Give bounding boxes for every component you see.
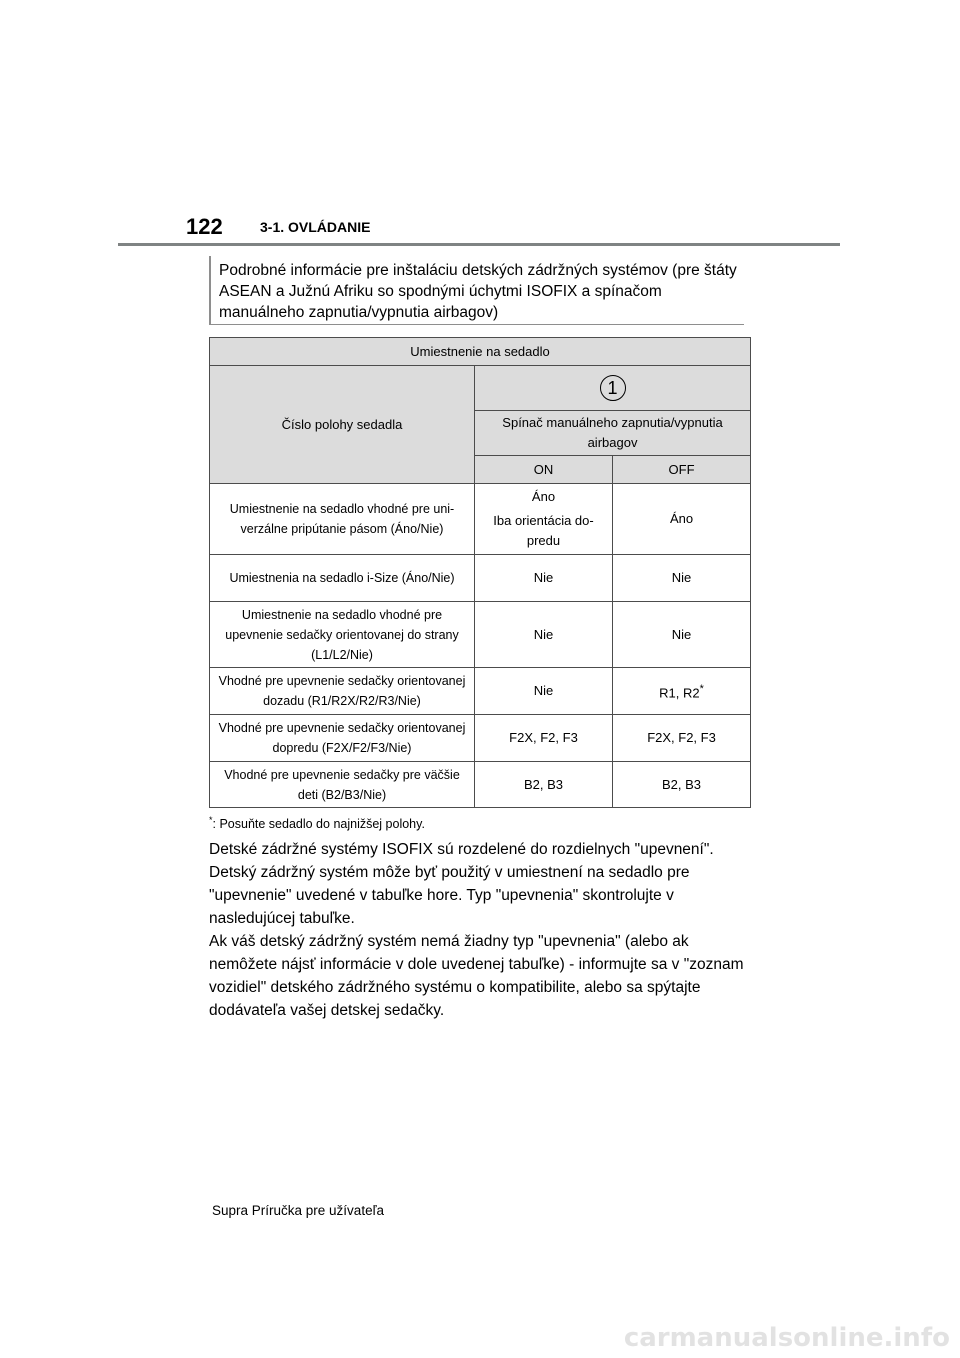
footnote bbox=[209, 812, 425, 832]
table-row bbox=[210, 715, 751, 762]
row-label: Umiestnenia na sedadlo i-Size (Áno/Nie) bbox=[210, 555, 475, 602]
cell-on: B2, B3 bbox=[475, 762, 613, 808]
cell-off bbox=[613, 668, 751, 715]
watermark: carmanualsonline.info bbox=[623, 1323, 950, 1353]
table-row bbox=[210, 762, 751, 808]
cell-on: Nie bbox=[475, 555, 613, 602]
page-footer: Supra Príručka pre užívateľa bbox=[212, 1203, 385, 1218]
cell-off: Nie bbox=[613, 602, 751, 668]
cell-on: Nie bbox=[475, 602, 613, 668]
table-row bbox=[210, 484, 751, 555]
row-label: Umiestnenie na sedadlo vhodné pre upevnenie sedačky orientovanej do strany (L1/L2/Nie) bbox=[210, 602, 475, 668]
body-text bbox=[209, 838, 749, 1022]
seat-number-circle: 1 bbox=[600, 375, 626, 401]
table-header-placement: Umiestnenie na sedadlo bbox=[210, 338, 751, 366]
cell-off: F2X, F2, F3 bbox=[613, 715, 751, 762]
cell-on bbox=[475, 484, 613, 555]
cell-on-note: Iba orientácia do-predu bbox=[493, 513, 594, 548]
seat-number-cell bbox=[475, 366, 751, 411]
column-off: OFF bbox=[613, 456, 751, 484]
seat-position-label: Číslo polohy sedadla bbox=[210, 366, 475, 484]
table-row bbox=[210, 602, 751, 668]
cell-off-value: R1, R2 bbox=[659, 685, 700, 701]
column-on: ON bbox=[475, 456, 613, 484]
row-label: Vhodné pre upevnenie sedačky pre väčšie deti (B2/B3/Nie) bbox=[210, 762, 475, 808]
info-box: Podrobné informácie pre inštaláciu detských zádržných systémov (pre štáty ASEAN a Južnú Afriku so spodnými úchytmi ISOFIX a spínačom manuálneho zapnutia/vypnutia airbagov) bbox=[209, 256, 744, 325]
cell-off: B2, B3 bbox=[613, 762, 751, 808]
cell-on-value: Áno bbox=[531, 489, 556, 504]
row-label: Umiestnenie na sedadlo vhodné pre uni-verzálne pripútanie pásom (Áno/Nie) bbox=[210, 484, 475, 555]
page-number: 122 bbox=[186, 214, 223, 239]
cell-on: F2X, F2, F3 bbox=[475, 715, 613, 762]
table-row bbox=[210, 555, 751, 602]
section-title: 3-1. OVLÁDANIE bbox=[260, 219, 371, 235]
body-paragraph: Ak váš detský zádržný systém nemá žiadny typ "upevnenia" (alebo ak nemôžete nájsť informácie v dole uvedenej tabuľke) - informujte sa v "zoznam vozidiel" detského zádržného systému o kompatibilite, alebo sa spýtajte dodávateľa vašej detskej sedačky. bbox=[209, 933, 744, 1019]
row-label: Vhodné pre upevnenie sedačky orientovanej dozadu (R1/R2X/R2/R3/Nie) bbox=[210, 668, 475, 715]
footnote-mark: * bbox=[699, 682, 704, 695]
body-paragraph: Detské zádržné systémy ISOFIX sú rozdelené do rozdielnych "upevnení". Detský zádržný systém môže byť použitý v umiestnení na sedadlo pre "upevnenie" uvedené v tabuľke hore. Typ "upevnenia" skontrolujte v nasledujúcej tabuľke. bbox=[209, 841, 714, 927]
airbag-switch-label: Spínač manuálneho zapnutia/vypnutia airbagov bbox=[475, 411, 751, 456]
table-row bbox=[210, 668, 751, 715]
cell-off: Nie bbox=[613, 555, 751, 602]
cell-off: Áno bbox=[613, 484, 751, 555]
cell-on: Nie bbox=[475, 668, 613, 715]
row-label: Vhodné pre upevnenie sedačky orientovanej dopredu (F2X/F2/F3/Nie) bbox=[210, 715, 475, 762]
isofix-table bbox=[209, 337, 751, 808]
footnote-mark: * bbox=[209, 815, 213, 825]
footnote-text: : Posuňte sedadlo do najnižšej polohy. bbox=[212, 817, 425, 832]
header-divider bbox=[118, 243, 840, 246]
